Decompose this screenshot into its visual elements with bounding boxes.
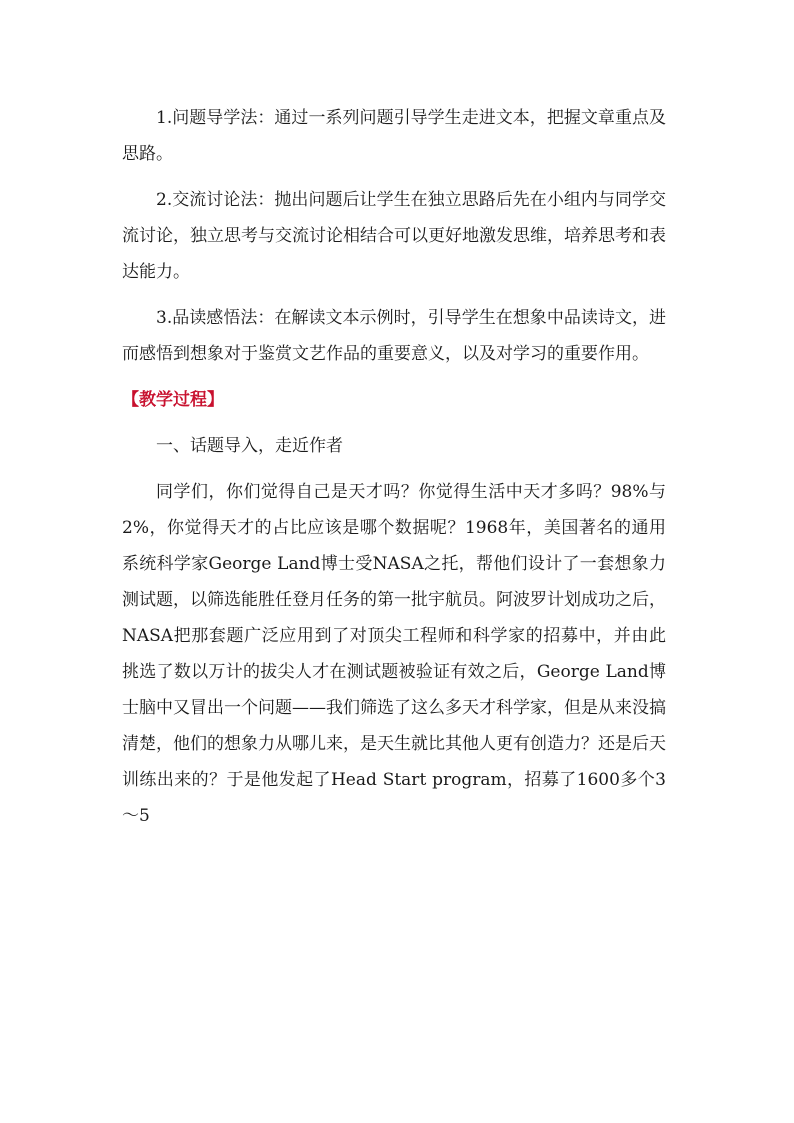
method-1-paragraph: 1.问题导学法：通过一系列问题引导学生走进文本，把握文章重点及思路。 — [122, 108, 666, 164]
spacer — [122, 290, 666, 300]
teaching-process-heading: 【教学过程】 — [122, 390, 224, 410]
method-2-paragraph: 2.交流讨论法：抛出问题后让学生在独立思路后先在小组内与同学交流讨论，独立思考与交流讨论相结合可以更好地激发思维，培养思考和表达能力。 — [122, 190, 666, 282]
method-3-paragraph: 3.品读感悟法：在解读文本示例时，引导学生在想象中品读诗文，进而感悟到想象对于鉴赏文艺作品的重要意义，以及对学习的重要作用。 — [122, 308, 666, 364]
spacer — [122, 372, 666, 382]
spacer — [122, 418, 666, 428]
document-body — [122, 100, 666, 834]
section-1-body: 同学们，你们觉得自己是天才吗？你觉得生活中天才多吗？98%与2%，你觉得天才的占比应该是哪个数据呢？1968年，美国著名的通用系统科学家George Land博士受NASA之托，帮他们设计了一套想象力测试题，以筛选能胜任登月任务的第一批宇航员。阿波罗计划成功之后，NASA把那套题广泛应用到了对顶尖工程师和科学家的招募中，并由此挑选了数以万计的拔尖人才在测试题被验证有效之后，George Land博士脑中又冒出一个问题——我们筛选了这么多天才科学家，但是从来没搞清楚，他们的想象力从哪儿来，是天生就比其他人更有创造力？还是后天训练出来的？于是他发起了Head Start program，招募了1600多个3～5 — [122, 482, 666, 826]
section-1-title: 一、话题导入，走近作者 — [156, 436, 343, 456]
spacer — [122, 172, 666, 182]
spacer — [122, 464, 666, 474]
